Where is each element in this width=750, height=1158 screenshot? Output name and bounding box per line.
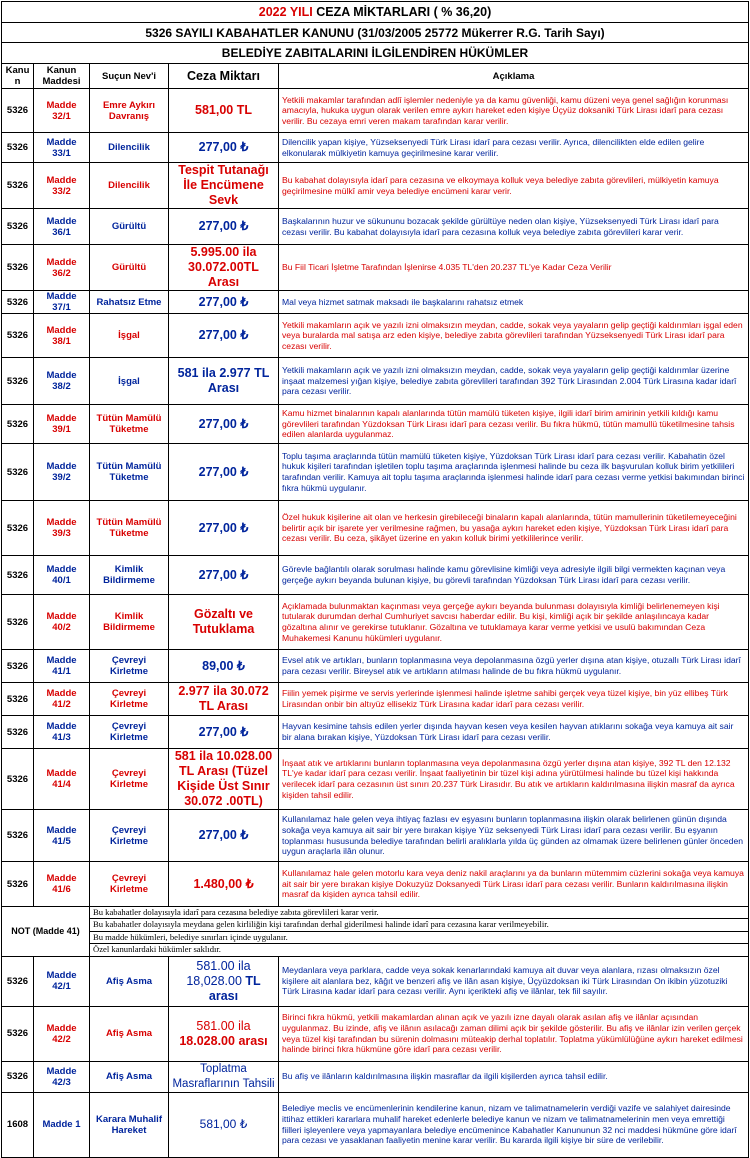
aciklama-cell: Bu afiş ve ilânların kaldırılmasına ilişkin masraflar da ilgili kişilerden ayrıca tahsil edilir. bbox=[279, 1061, 749, 1092]
table-row bbox=[2, 556, 749, 595]
madde-cell: Madde 39/1 bbox=[34, 405, 90, 444]
table-row bbox=[2, 209, 749, 245]
madde-cell: Madde 39/3 bbox=[34, 501, 90, 556]
aciklama-cell: Hayvan kesimine tahsis edilen yerler dışında hayvan kesen veya kesilen hayvan atıklarını sokağa veya kamuya ait sair bir alana bırakan kişiye, Yüzdoksan Türk Lirası idarî para cezası verilir. bbox=[279, 716, 749, 749]
suc-cell: Emre Aykırı Davranış bbox=[90, 89, 169, 133]
ceza-cell: 1.480,00 ₺ bbox=[169, 862, 279, 907]
ceza-part: 581.00 ila bbox=[196, 1018, 251, 1033]
aciklama-cell: Dilencilik yapan kişiye, Yüzseksenyedi Türk Lirası idarî para cezası verilir. Ayrıca, dilencilikten elde edilen gelire elkonularak mülkiyetin kamuya geçirilmesine karar verilir. bbox=[279, 133, 749, 163]
kanun-cell: 5326 bbox=[2, 291, 34, 314]
suc-cell: Afiş Asma bbox=[90, 1006, 169, 1061]
kanun-cell: 5326 bbox=[2, 749, 34, 810]
ceza-cell: 5.995.00 ila 30.072.00TL Arası bbox=[169, 245, 279, 291]
aciklama-cell: İnşaat atık ve artıklarını bunların toplanmasına veya depolanmasına özgü yerler dışına atan kişiye, 392 TL den 12.132 TL'ye kadar idarî para cezası verilir. İnşaat faaliyetinin bir tüzel kişi adına yürütülmesi halinde bu tüzel kişi hakkında verilecek idarî para cezasının üst sınırı 20.237 Türk Lirasıdır. Bu atık ve artıkların kaldırılmasına ilişkin masraf da ayrıca kişiden tahsil edilir. bbox=[279, 749, 749, 810]
scope-title: BELEDİYE ZABITALARINI İLGİLENDİREN HÜKÜMLER bbox=[2, 43, 749, 64]
kanun-cell: 1608 bbox=[2, 1092, 34, 1157]
aciklama-cell: Kullanılamaz hale gelen veya ihtiyaç fazlası ev eşyasını bunların toplanmasına ilişkin olarak belirlenen günün dışında sokağa veya kamuya ait sair bir yere bırakan kişiye Yüz seksenyedi Türk Lirası idarî para cezası verilir. Bu eşyanın toplanması hususunda belediye tarafından belirli aralıklarla yılda üç günden az olmamak üzere belirlenen günler önceden uygun araçlarla ilân olunur. bbox=[279, 810, 749, 862]
kanun-cell: 5326 bbox=[2, 716, 34, 749]
madde-cell: Madde 40/2 bbox=[34, 595, 90, 650]
suc-cell: Afiş Asma bbox=[90, 956, 169, 1006]
col-madde: Kanun Maddesi bbox=[34, 64, 90, 89]
ceza-cell bbox=[169, 1092, 279, 1157]
note-line: Özel kanunlardaki hükümler saklıdır. bbox=[93, 944, 221, 955]
sheet-title bbox=[2, 2, 749, 23]
table-row bbox=[2, 501, 749, 556]
suc-cell: Rahatsız Etme bbox=[90, 291, 169, 314]
suc-cell: Çevreyi Kirletme bbox=[90, 749, 169, 810]
table-row bbox=[2, 89, 749, 133]
aciklama-cell: Birinci fıkra hükmü, yetkili makamlardan alınan açık ve yazılı izne dayalı olarak asılan afiş ve ilânlar açısından uygulanmaz. Bu izinde, afiş ve ilânın asılacağı zaman dilimi açık bir şekilde gösterilir. Bu afiş ve ilânlar izin verilen gerçek veya tüzel kişi tarafından bu sürenin dolmasını müteakip derhal toplatılır. Toplatma yükümlülüğüne aykırı hareket edilmesi halinde birinci fıkra hükmüne göre idarî para cezası verilir. bbox=[279, 1006, 749, 1061]
suc-cell: Tütün Mamülü Tüketme bbox=[90, 444, 169, 501]
madde-cell: Madde 1 bbox=[34, 1092, 90, 1157]
aciklama-cell: Açıklamada bulunmaktan kaçınması veya gerçeğe aykırı beyanda bulunması dolayısıyla kimliği belirlenemeyen kişi tutularak durumdan derhal Cumhuriyet savcısı haberdar edilir. Bu kişi, kimliği açık bir şekilde anlaşılıncaya kadar gözaltına alınır ve gerekirse tutuklanır. Gözaltına ve tutuklamaya karar verme yetkisi ve usulü bakımından Ceza Muhakemesi Kanunu hükümleri uygulanır. bbox=[279, 595, 749, 650]
aciklama-cell: Yetkili makamların açık ve yazılı izni olmaksızın meydan, cadde, sokak veya yayaların gelip geçtiği kaldırımlar üzerine inşaat malzemesi yığan kişiye, belediye zabıta görevlileri tarafından 392 Türk Lirasından 2.004 Türk Lirasına kadar idarî para cezası verilir. bbox=[279, 358, 749, 405]
note-line: Bu madde hükümleri, belediye sınırları içinde uygulanır. bbox=[90, 932, 748, 944]
kanun-cell: 5326 bbox=[2, 650, 34, 683]
law-title: 5326 SAYILI KABAHATLER KANUNU (31/03/2005 25772 Mükerrer R.G. Tarih Sayı) bbox=[2, 23, 749, 43]
ceza-cell: 2.977 ila 30.072 TL Arası bbox=[169, 683, 279, 716]
ceza-cell: 277,00 ₺ bbox=[169, 501, 279, 556]
kanun-cell: 5326 bbox=[2, 501, 34, 556]
aciklama-cell: Belediye meclis ve encümenlerinin kendilerine kanun, nizam ve talimatnamelerin verdiği vazife ve salahiyet dairesinde ittihaz ettikleri kararlara muhalif hareket edenlerle belediye kanun ve nizam ve talimatnamelerinin men veya emrettiği fiilleri işleyenlere veya yapmayanlara belediye encümenince Kabahatler Kanununun 32 nci maddesi hükmüne göre idarî para cezası ve yasaklanan faaliyetin menine karar verilir. Bu kararda ilgili kişiye bir süre de verilebilir. bbox=[279, 1092, 749, 1157]
suc-cell: Çevreyi Kirletme bbox=[90, 716, 169, 749]
table-row bbox=[2, 716, 749, 749]
col-kanun: Kanu n bbox=[2, 64, 34, 89]
madde-cell: Madde 41/1 bbox=[34, 650, 90, 683]
suc-cell: Çevreyi Kirletme bbox=[90, 650, 169, 683]
kanun-cell: 5326 bbox=[2, 245, 34, 291]
madde-cell: Madde 42/3 bbox=[34, 1061, 90, 1092]
aciklama-cell: Görevle bağlantılı olarak sorulması halinde kamu görevlisine kimliği veya adresiyle ilgili bilgi vermekten kaçınan veya gerçeğe aykırı beyanda bulunan kişiye, bu görevli tarafından Yüzdoksan Türk Lirası idarî para cezası verilir. bbox=[279, 556, 749, 595]
madde-cell: Madde 40/1 bbox=[34, 556, 90, 595]
madde-cell: Madde 41/6 bbox=[34, 862, 90, 907]
penalty-sheet bbox=[1, 1, 748, 1158]
kanun-cell: 5326 bbox=[2, 956, 34, 1006]
penalty-table bbox=[1, 1, 749, 1158]
madde-cell: Madde 41/4 bbox=[34, 749, 90, 810]
ceza-cell: 277,00 ₺ bbox=[169, 405, 279, 444]
suc-cell: Dilencilik bbox=[90, 133, 169, 163]
table-row bbox=[2, 749, 749, 810]
madde-cell: Madde 38/2 bbox=[34, 358, 90, 405]
aciklama-cell: Mal veya hizmet satmak maksadı ile başkalarını rahatsız etmek bbox=[279, 291, 749, 314]
ceza-cell: 277,00 ₺ bbox=[169, 314, 279, 358]
suc-cell: İşgal bbox=[90, 314, 169, 358]
suc-cell: Tütün Mamülü Tüketme bbox=[90, 501, 169, 556]
note-line: Bu kabahatler dolayısıyla meydana gelen kirliliğin kişi tarafından derhal giderilmesi halinde idarî para cezasına karar verilmeyebilir. bbox=[90, 919, 748, 931]
table-row bbox=[2, 956, 749, 1006]
aciklama-cell: Kullanılamaz hale gelen motorlu kara veya deniz nakil araçlarını ya da bunların mütemmim cüzlerini sokağa veya kamuya ait sair bir yere bırakan kişiye Dokuzyüz Doksanyedi Türk Lirası idarî para cezası verilir. Bunların kaldırılmasına ilişkin masraf da kişiden ayrıca tahsil edilir. bbox=[279, 862, 749, 907]
ceza-part: arası bbox=[238, 1033, 268, 1048]
madde-cell: Madde 42/2 bbox=[34, 1006, 90, 1061]
ceza-cell bbox=[169, 1006, 279, 1061]
aciklama-cell: Yetkili makamlar tarafından adlî işlemler nedeniyle ya da kamu güvenliği, kamu düzeni veya genel sağlığın korunması amacıyla, hukuka uygun olarak verilen emre aykırı hareket eden kişiye Üçyüz doksaniki Türk Lirası idarî para cezası verilir. Bu cezaya emri veren makam tarafından karar verilir. bbox=[279, 89, 749, 133]
suc-cell: Kimlik Bildirmeme bbox=[90, 556, 169, 595]
col-suc: Suçun Nev'i bbox=[90, 64, 169, 89]
ceza-cell: 581 ila 2.977 TL Arası bbox=[169, 358, 279, 405]
madde-cell: Madde 36/1 bbox=[34, 209, 90, 245]
suc-cell: Çevreyi Kirletme bbox=[90, 862, 169, 907]
ceza-cell: Gözaltı ve Tutuklama bbox=[169, 595, 279, 650]
table-row bbox=[2, 862, 749, 907]
table-row bbox=[2, 650, 749, 683]
table-row bbox=[2, 133, 749, 163]
kanun-cell: 5326 bbox=[2, 1006, 34, 1061]
aciklama-cell: Kamu hizmet binalarının kapalı alanlarında tütün mamülü tüketen kişiye, ilgili idarî birim amirinin yetkili kıldığı kamu görevlileri tarafından Yüzdoksan Türk Lirası idarî para cezası verilir. Bu fıkra hükmü, tütün mamullü tüketilmesine tahsis edilen alanlarda uygulanmaz. bbox=[279, 405, 749, 444]
ceza-cell: 581,00 TL bbox=[169, 89, 279, 133]
note-row bbox=[2, 907, 749, 957]
ceza-cell bbox=[169, 956, 279, 1006]
kanun-cell: 5326 bbox=[2, 89, 34, 133]
suc-cell: Afiş Asma bbox=[90, 1061, 169, 1092]
madde-cell: Madde 41/5 bbox=[34, 810, 90, 862]
table-row bbox=[2, 245, 749, 291]
table-row bbox=[2, 1006, 749, 1061]
ceza-part: 581.00 ila bbox=[196, 958, 251, 973]
aciklama-cell: Meydanlara veya parklara, cadde veya sokak kenarlarındaki kamuya ait duvar veya alanlara, rızası olmaksızın özel kişilere ait alanlara bez, kâğıt ve benzeri afiş ve ilân asan kişiye, Üçyüzdoksan iki Türk Lirasından On ikibin yüzotuziki Türk Lirasına kadar idarî para cezası verilir. Aynı içerikteki afiş ve ilânlar, tek fiil sayılır. bbox=[279, 956, 749, 1006]
note-lines bbox=[90, 907, 749, 957]
aciklama-cell: Özel hukuk kişilerine ait olan ve herkesin girebileceği binaların kapalı alanlarında, tütün mamullerinin tüketilemeyeceğini belirtir açık bir işarete yer verilmesine rağmen, bu yasağa aykırı hareket eden kişiye, Yüzdoksan Türk Lirası idarî para cezası verilir. Bu ceza, şikâyet üzerine en yakın kolluk birimi yetkililerince verilir. bbox=[279, 501, 749, 556]
ceza-part: Toplatma Masraflarının Tahsili bbox=[172, 1062, 275, 1090]
aciklama-cell: Yetkili makamların açık ve yazılı izni olmaksızın meydan, cadde, sokak veya yayaların gelip geçtiği kaldırımları işgal eden veya buralarda mal satışa arz eden kişiye, belediye zabıta görevlileri tarafından Yüzseksenyedi Türk Lirası idarî para cezası verilir. bbox=[279, 314, 749, 358]
aciklama-cell: Toplu taşıma araçlarında tütün mamülü tüketen kişiye, Yüzdoksan Türk Lirası idarî para cezası verilir. Kabahatin özel hukuk kişileri tarafından işletilen toplu taşıma araçlarında işlenmesi halinde bu ceza ilk başvurulan kolluk birim yetkilileri tarafından verilir. Kamuya ait toplu taşıma araçlarında işlenmesi halinde idarî para cezası verme yetkisi bakımından birinci fıkra hükmü uygulanır. bbox=[279, 444, 749, 501]
kanun-cell: 5326 bbox=[2, 133, 34, 163]
madde-cell: Madde 41/3 bbox=[34, 716, 90, 749]
table-row bbox=[2, 595, 749, 650]
note-line: Bu kabahatler dolayısıyla idarî para cezasına belediye zabıta görevlileri karar verir. bbox=[90, 907, 748, 919]
madde-cell: Madde 33/2 bbox=[34, 163, 90, 209]
kanun-cell: 5326 bbox=[2, 314, 34, 358]
kanun-cell: 5326 bbox=[2, 209, 34, 245]
table-row bbox=[2, 683, 749, 716]
title-rest: CEZA MİKTARLARI ( % 36,20) bbox=[312, 5, 492, 19]
ceza-cell: 89,00 ₺ bbox=[169, 650, 279, 683]
table-row bbox=[2, 1061, 749, 1092]
ceza-cell: 277,00 ₺ bbox=[169, 810, 279, 862]
madde-cell: Madde 37/1 bbox=[34, 291, 90, 314]
kanun-cell: 5326 bbox=[2, 556, 34, 595]
ceza-cell: 581 ila 10.028.00 TL Arası (Tüzel Kişide Üst Sınır 30.072 .00TL) bbox=[169, 749, 279, 810]
ceza-cell: 277,00 ₺ bbox=[169, 716, 279, 749]
kanun-cell: 5326 bbox=[2, 358, 34, 405]
table-row bbox=[2, 444, 749, 501]
ceza-cell: 277,00 ₺ bbox=[169, 209, 279, 245]
kanun-cell: 5326 bbox=[2, 163, 34, 209]
suc-cell: Tütün Mamülü Tüketme bbox=[90, 405, 169, 444]
ceza-cell: 277,00 ₺ bbox=[169, 556, 279, 595]
madde-cell: Madde 42/1 bbox=[34, 956, 90, 1006]
note-label: NOT (Madde 41) bbox=[2, 907, 90, 957]
ceza-part: TL arası bbox=[208, 973, 261, 1003]
table-row bbox=[2, 291, 749, 314]
suc-cell: Çevreyi Kirletme bbox=[90, 810, 169, 862]
table-row bbox=[2, 163, 749, 209]
madde-cell: Madde 41/2 bbox=[34, 683, 90, 716]
table-row bbox=[2, 810, 749, 862]
ceza-cell bbox=[169, 1061, 279, 1092]
madde-cell: Madde 33/1 bbox=[34, 133, 90, 163]
ceza-part: 581,00 ₺ bbox=[199, 1117, 248, 1132]
title-year: 2022 YILI bbox=[258, 5, 313, 19]
kanun-cell: 5326 bbox=[2, 683, 34, 716]
table-row bbox=[2, 1092, 749, 1157]
table-row bbox=[2, 314, 749, 358]
table-row bbox=[2, 405, 749, 444]
kanun-cell: 5326 bbox=[2, 595, 34, 650]
kanun-cell: 5326 bbox=[2, 810, 34, 862]
suc-cell: Çevreyi Kirletme bbox=[90, 683, 169, 716]
ceza-part: 18,028.00 bbox=[186, 973, 246, 988]
table-row bbox=[2, 358, 749, 405]
madde-cell: Madde 36/2 bbox=[34, 245, 90, 291]
madde-cell: Madde 32/1 bbox=[34, 89, 90, 133]
aciklama-cell: Fiilin yemek pişirme ve servis yerlerinde işlenmesi halinde işletme sahibi gerçek veya tüzel kişiye, bin yüz ellibeş Türk Lirasından onbir bin altıyüz ellisekiz Türk Lirasına kadar idarî para cezası verilir. bbox=[279, 683, 749, 716]
col-ceza: Ceza Miktarı bbox=[169, 64, 279, 89]
aciklama-cell: Bu kabahat dolayısıyla idarî para cezasına ve elkoymaya kolluk veya belediye zabıta görevlileri, mülkiyetin kamuya geçirilmesine mülkî amir veya belediye encümeni karar verir. bbox=[279, 163, 749, 209]
ceza-cell: 277,00 ₺ bbox=[169, 291, 279, 314]
madde-cell: Madde 39/2 bbox=[34, 444, 90, 501]
ceza-part: 18.028.00 bbox=[179, 1033, 239, 1048]
aciklama-cell: Başkalarının huzur ve sükununu bozacak şekilde gürültüye neden olan kişiye, Yüzseksenyedi Türk Lirası idarî para cezası verilir. Bu kabahat dolayısıyla idarî para cezasına kolluk veya belediye zabıta görevlileri karar verir. bbox=[279, 209, 749, 245]
kanun-cell: 5326 bbox=[2, 1061, 34, 1092]
ceza-cell: 277,00 ₺ bbox=[169, 444, 279, 501]
col-aciklama: Açıklama bbox=[279, 64, 749, 89]
suc-cell: Karara Muhalif Hareket bbox=[90, 1092, 169, 1157]
suc-cell: Kimlik Bildirmeme bbox=[90, 595, 169, 650]
kanun-cell: 5326 bbox=[2, 405, 34, 444]
aciklama-cell: Evsel atık ve artıkları, bunların toplanmasına veya depolanmasına özgü yerler dışına atan kişiye, otuzallı Türk Lirası idarî para cezası verilir. Bireysel atık ve artıkların atılması halinde de bu fıkra hükmü uygulanır. bbox=[279, 650, 749, 683]
kanun-cell: 5326 bbox=[2, 862, 34, 907]
ceza-cell: 277,00 ₺ bbox=[169, 133, 279, 163]
ceza-cell: Tespit Tutanağı İle Encümene Sevk bbox=[169, 163, 279, 209]
madde-cell: Madde 38/1 bbox=[34, 314, 90, 358]
suc-cell: Gürültü bbox=[90, 245, 169, 291]
suc-cell: İşgal bbox=[90, 358, 169, 405]
suc-cell: Gürültü bbox=[90, 209, 169, 245]
kanun-cell: 5326 bbox=[2, 444, 34, 501]
aciklama-cell: Bu Fiil Ticari İşletme Tarafından İşlenirse 4.035 TL'den 20.237 TL'ye Kadar Ceza Verilir bbox=[279, 245, 749, 291]
suc-cell: Dilencilik bbox=[90, 163, 169, 209]
